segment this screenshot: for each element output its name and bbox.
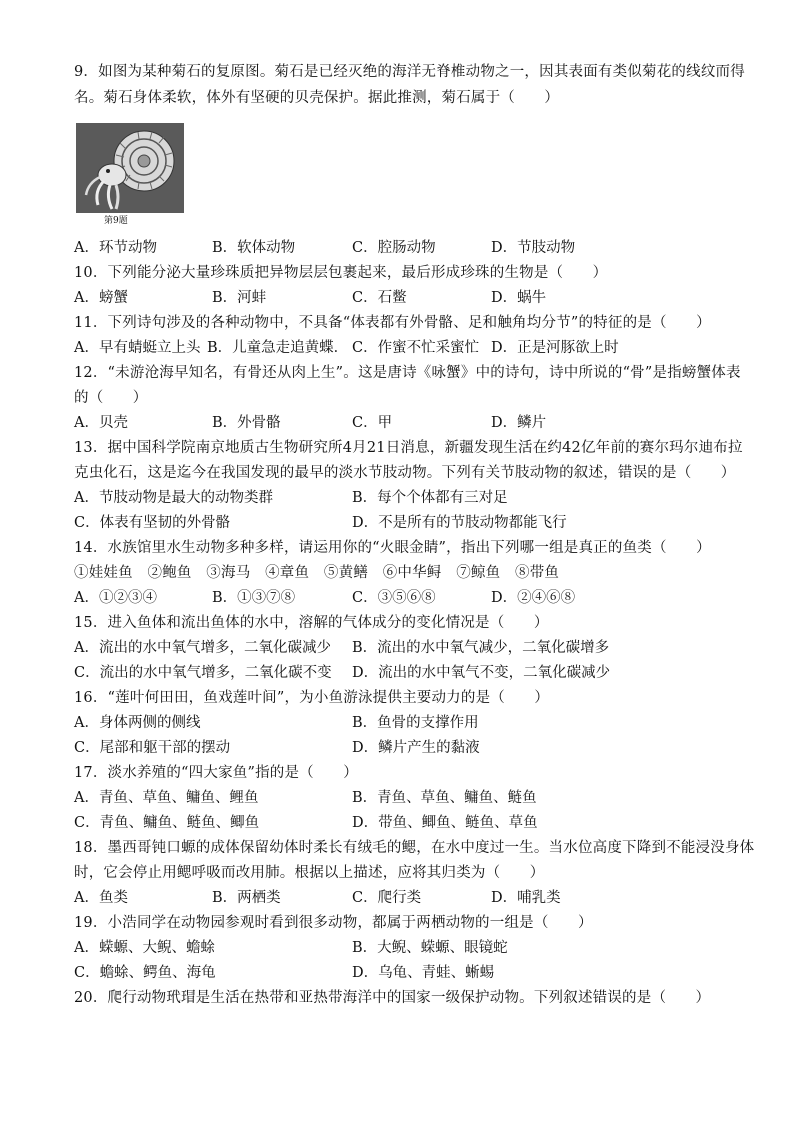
q18-stem-line2: 时，它会停止用鳃呼吸而改用肺。根据以上描述，应将其归类为（ ）: [74, 865, 545, 881]
q18-option-c[interactable]: C．爬行类: [352, 890, 422, 906]
q11-option-a[interactable]: A．早有蜻蜓立上头: [74, 340, 201, 356]
q17-option-a[interactable]: A．青鱼、草鱼、鳙鱼、鲤鱼: [74, 790, 259, 806]
q18-stem-line1: 18．墨西哥钝口螈的成体保留幼体时柔长有绒毛的鳃，在水中度过一生。当水位高度下降到不能浸没身体: [74, 840, 755, 856]
q12-option-c[interactable]: C．甲: [352, 415, 393, 431]
q17-stem: 17．淡水养殖的“四大家鱼”指的是（ ）: [74, 765, 358, 781]
q15-option-c[interactable]: C．流出的水中氧气增多，二氧化碳不变: [74, 665, 332, 681]
q17-option-b[interactable]: B．青鱼、草鱼、鳙鱼、鲢鱼: [352, 790, 537, 806]
q13-option-b[interactable]: B．每个个体都有三对足: [352, 490, 508, 506]
q9-option-b[interactable]: B．软体动物: [212, 240, 296, 256]
q13-option-c[interactable]: C．体表有坚韧的外骨骼: [74, 515, 231, 531]
figure-caption: 第9题: [104, 216, 128, 226]
q14-option-b[interactable]: B．①③⑦⑧: [212, 590, 296, 606]
q19-option-b[interactable]: B．大鲵、蝾螈、眼镜蛇: [352, 940, 508, 956]
q14-items: ①娃娃鱼 ②鲍鱼 ③海马 ④章鱼 ⑤黄鳝 ⑥中华鲟 ⑦鲸鱼 ⑧带鱼: [74, 565, 560, 581]
q13-option-a[interactable]: A．节肢动物是最大的动物类群: [74, 490, 273, 506]
q9-option-a[interactable]: A．环节动物: [74, 240, 157, 256]
q12-stem-line2: 的（ ）: [74, 390, 148, 406]
q16-option-d[interactable]: D．鳞片产生的黏液: [352, 740, 480, 756]
q11-option-c[interactable]: C．作蜜不忙采蜜忙: [352, 340, 480, 356]
q19-option-d[interactable]: D．乌龟、青蛙、蜥蜴: [352, 965, 495, 981]
q14-option-c[interactable]: C．③⑤⑥⑧: [352, 590, 436, 606]
q16-option-b[interactable]: B．鱼骨的支撑作用: [352, 715, 479, 731]
q11-option-b[interactable]: B．儿童急走追黄蝶．: [207, 340, 349, 356]
q9-stem-line1: 9．如图为某种菊石的复原图。菊石是已经灭绝的海洋无脊椎动物之一，因其表面有类似菊花的线纹而得: [74, 64, 745, 80]
q9-option-c[interactable]: C．腔肠动物: [352, 240, 436, 256]
q10-option-a[interactable]: A．螃蟹: [74, 290, 128, 306]
q12-option-b[interactable]: B．外骨骼: [212, 415, 281, 431]
q15-option-b[interactable]: B．流出的水中氧气减少，二氧化碳增多: [352, 640, 610, 656]
q10-option-c[interactable]: C．石鳖: [352, 290, 407, 306]
q20-stem: 20．爬行动物玳瑁是生活在热带和亚热带海洋中的国家一级保护动物。下列叙述错误的是（ ）: [74, 990, 711, 1006]
q14-option-d[interactable]: D．②④⑥⑧: [491, 590, 576, 606]
q17-option-c[interactable]: C．青鱼、鳙鱼、鲢鱼、鲫鱼: [74, 815, 260, 831]
q19-option-a[interactable]: A．蝾螈、大鲵、蟾蜍: [74, 940, 215, 956]
q18-option-d[interactable]: D．哺乳类: [491, 890, 561, 906]
q18-option-a[interactable]: A．鱼类: [74, 890, 128, 906]
q9-stem-line2: 名。菊石身体柔软，体外有坚硬的贝壳保护。据此推测，菊石属于（ ）: [74, 90, 560, 106]
q16-option-a[interactable]: A．身体两侧的侧线: [74, 715, 201, 731]
q12-option-d[interactable]: D．鳞片: [491, 415, 547, 431]
q17-option-d[interactable]: D．带鱼、鲫鱼、鲢鱼、草鱼: [352, 815, 538, 831]
q10-option-b[interactable]: B．河蚌: [212, 290, 267, 306]
q19-stem: 19．小浩同学在动物园参观时看到很多动物，都属于两栖动物的一组是（ ）: [74, 915, 593, 931]
ammonite-figure: [76, 123, 184, 213]
q12-stem-line1: 12．“未游沧海早知名，有骨还从肉上生”。这是唐诗《咏蟹》中的诗句，诗中所说的“骨”是指螃蟹体表: [74, 365, 741, 381]
q14-stem: 14．水族馆里水生动物多种多样，请运用你的“火眼金睛”，指出下列哪一组是真正的鱼类（ ）: [74, 540, 711, 556]
q14-option-a[interactable]: A．①②③④: [74, 590, 157, 606]
ammonite-illustration: [76, 123, 184, 213]
q12-option-a[interactable]: A．贝壳: [74, 415, 128, 431]
q9-option-d[interactable]: D．节肢动物: [491, 240, 576, 256]
q19-option-c[interactable]: C．蟾蜍、鳄鱼、海龟: [74, 965, 216, 981]
q11-option-d[interactable]: D．正是河豚欲上时: [491, 340, 619, 356]
q16-option-c[interactable]: C．尾部和躯干部的摆动: [74, 740, 231, 756]
q11-stem: 11．下列诗句涉及的各种动物中，不具备“体表都有外骨骼、足和触角均分节”的特征的是（ ）: [74, 315, 711, 331]
q10-option-d[interactable]: D．蜗牛: [491, 290, 547, 306]
q13-stem-line1: 13．据中国科学院南京地质古生物研究所4月21日消息，新疆发现生活在约42亿年前的赛尔玛尔迪布拉: [74, 440, 743, 456]
q15-option-a[interactable]: A．流出的水中氧气增多，二氧化碳减少: [74, 640, 331, 656]
q16-stem: 16．“莲叶何田田，鱼戏莲叶间”，为小鱼游泳提供主要动力的是（ ）: [74, 690, 550, 706]
q18-option-b[interactable]: B．两栖类: [212, 890, 281, 906]
q15-stem: 15．进入鱼体和流出鱼体的水中，溶解的气体成分的变化情况是（ ）: [74, 615, 549, 631]
q10-stem: 10．下列能分泌大量珍珠质把异物层层包裹起来，最后形成珍珠的生物是（ ）: [74, 265, 608, 281]
q15-option-d[interactable]: D．流出的水中氧气不变，二氧化碳减少: [352, 665, 611, 681]
q13-option-d[interactable]: D．不是所有的节肢动物都能飞行: [352, 515, 567, 531]
q13-stem-line2: 克虫化石，这是迄今在我国发现的最早的淡水节肢动物。下列有关节肢动物的叙述，错误的是（ ）: [74, 465, 736, 481]
